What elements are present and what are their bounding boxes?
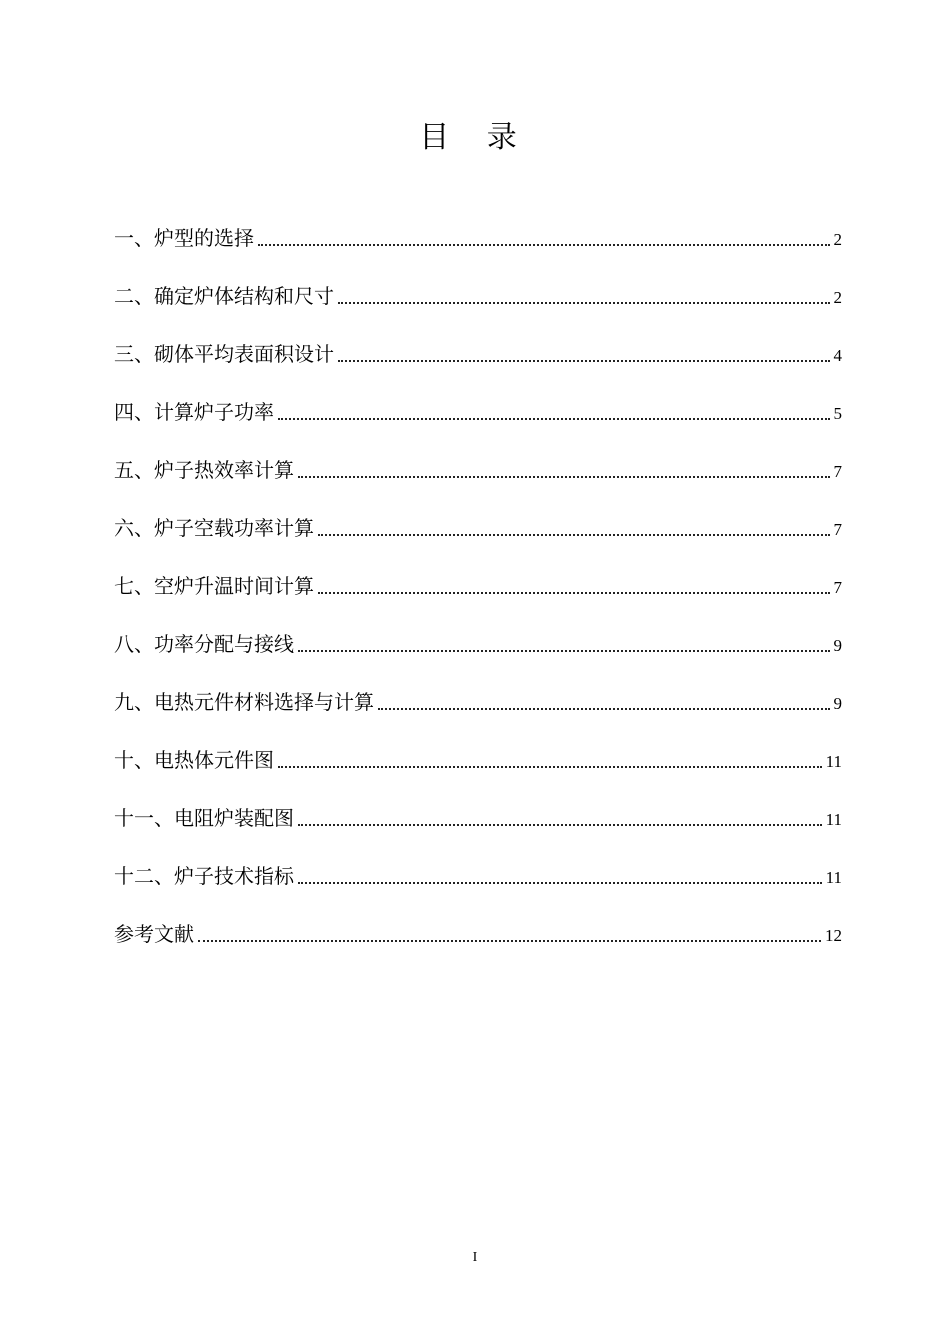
dot-leader [298,823,822,826]
toc-entry[interactable] [114,194,842,252]
toc-entry-page: 11 [825,810,842,829]
toc-entry-page: 4 [833,346,842,365]
toc-heading: 目 录 [419,120,531,155]
toc-entry[interactable] [114,774,842,832]
toc-entry-page: 7 [833,462,842,481]
toc-entry-title: 一、炉型的选择 [114,226,254,250]
toc-entry-title: 十二、炉子技术指标 [114,864,294,888]
toc-entry-page: 7 [833,578,842,597]
toc-entry-title: 二、确定炉体结构和尺寸 [114,284,334,308]
toc-entry-page: 2 [833,288,842,307]
toc-entry[interactable] [114,658,842,716]
toc-entry-title: 十一、电阻炉装配图 [114,806,294,830]
toc-entry[interactable] [114,890,842,948]
toc-entry-title: 七、空炉升温时间计算 [114,574,314,598]
toc-entry-page: 2 [833,230,842,249]
dot-leader [338,301,830,304]
toc-entry[interactable] [114,832,842,890]
toc-entry-title: 六、炉子空载功率计算 [114,516,314,540]
toc-list [114,194,842,948]
dot-leader [318,591,830,594]
dot-leader [298,881,822,884]
toc-entry-title: 三、砌体平均表面积设计 [114,342,334,366]
dot-leader [198,939,821,942]
toc-entry-title: 四、计算炉子功率 [114,400,274,424]
toc-entry[interactable] [114,310,842,368]
toc-entry-page: 7 [833,520,842,539]
toc-entry-title: 参考文献 [114,922,194,946]
toc-entry[interactable] [114,426,842,484]
toc-entry-page: 9 [833,636,842,655]
dot-leader [298,475,830,478]
toc-entry[interactable] [114,368,842,426]
toc-entry-page: 11 [825,752,842,771]
dot-leader [298,649,830,652]
toc-entry[interactable] [114,484,842,542]
dot-leader [318,533,830,536]
toc-entry-title: 八、功率分配与接线 [114,632,294,656]
toc-entry-page: 12 [825,926,842,945]
toc-entry-page: 11 [825,868,842,887]
dot-leader [278,417,830,420]
toc-entry-title: 十、电热体元件图 [114,748,274,772]
toc-entry[interactable] [114,600,842,658]
toc-entry-page: 9 [833,694,842,713]
dot-leader [258,243,830,246]
toc-entry[interactable] [114,542,842,600]
toc-entry-title: 五、炉子热效率计算 [114,458,294,482]
footer-page-number: I [472,1250,478,1265]
dot-leader [378,707,830,710]
toc-entry[interactable] [114,252,842,310]
toc-entry[interactable] [114,716,842,774]
dot-leader [338,359,830,362]
toc-entry-title: 九、电热元件材料选择与计算 [114,690,374,714]
dot-leader [278,765,822,768]
toc-entry-page: 5 [833,404,842,423]
